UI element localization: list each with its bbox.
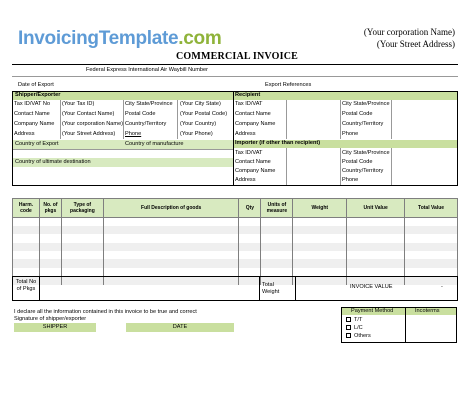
recipient-address-label: Address — [235, 131, 256, 137]
table-row[interactable] — [13, 243, 458, 251]
invoice-value: - — [441, 284, 443, 290]
shipper-tax-value[interactable]: (Your Tax ID) — [62, 101, 95, 107]
shipper-country-label: Country/Territory — [125, 121, 167, 127]
shipper-company-label: Company Name — [14, 121, 55, 127]
corporation-address: (Your Street Address) — [376, 39, 455, 49]
date-of-export-label: Date of Export — [18, 82, 54, 88]
waybill-label: Federal Express International Air Waybill Number — [86, 67, 208, 73]
col-qty: Qty — [239, 199, 261, 218]
shipper-phone-label: Phone — [125, 131, 142, 137]
declaration-text: I declare all the information contained in this invoice to be true and correct — [14, 309, 197, 315]
recipient-company-label: Company Name — [235, 121, 276, 127]
checkbox[interactable] — [346, 333, 351, 338]
col-total-value: Total Value — [405, 199, 458, 218]
shipper-country-value[interactable]: (Your Country) — [180, 121, 217, 127]
total-weight-label: Total Weight — [262, 282, 280, 295]
items-header-row — [13, 199, 458, 218]
table-row[interactable] — [13, 259, 458, 267]
divider — [13, 149, 233, 150]
shipper-address-label: Address — [14, 131, 35, 137]
items-table — [12, 198, 458, 285]
payment-method-label: Payment Method — [351, 308, 394, 314]
col-line — [340, 100, 341, 139]
recipient-postal-label: Postal Code — [342, 111, 373, 117]
country-of-destination-label: Country of ultimate destination — [15, 159, 91, 165]
col-packaging: Type of packaging — [61, 199, 103, 218]
col-unit-value: Unit Value — [347, 199, 405, 218]
signature-label: Signature of shipper/exporter — [14, 316, 87, 322]
shipper-tax-label: Tax ID/VAT No — [14, 101, 51, 107]
shipper-contact-value[interactable]: (Your Contact Name) — [62, 111, 115, 117]
shipper-sign-field[interactable]: SHIPPER — [14, 323, 96, 332]
site-logo: InvoicingTemplate.com — [18, 28, 222, 49]
recipient-tax-label: Tax ID/VAT — [235, 101, 263, 107]
col-line — [123, 100, 124, 139]
importer-company-label: Company Name — [235, 168, 276, 174]
importer-heading: Importer (if other than recipient) — [235, 140, 321, 146]
shipper-city-value[interactable]: (Your City State) — [180, 101, 221, 107]
table-row[interactable] — [13, 268, 458, 276]
col-line — [60, 100, 61, 139]
col-line — [405, 308, 406, 342]
corporation-name: (Your corporation Name) — [363, 27, 455, 37]
shipper-postal-label: Postal Code — [125, 111, 156, 117]
col-harm-code: Harm. code — [13, 199, 40, 218]
date-sign-field[interactable]: DATE — [126, 323, 234, 332]
table-row[interactable] — [13, 218, 458, 226]
payment-option-others[interactable]: Others — [346, 333, 371, 340]
col-description: Full Description of goods — [103, 199, 239, 218]
title-divider — [12, 64, 458, 65]
shipper-city-label: City State/Province — [125, 101, 173, 107]
col-line — [295, 276, 296, 301]
shipper-postal-value[interactable]: (Your Postal Code) — [180, 111, 228, 117]
recipient-phone-label: Phone — [342, 131, 359, 137]
country-of-export-label: Country of Export — [15, 141, 59, 147]
divider — [12, 76, 458, 77]
shipper-contact-label: Contact Name — [14, 111, 50, 117]
col-line — [391, 100, 392, 139]
incoterms-label: Incoterms — [415, 308, 440, 314]
importer-country-label: Country/Territory — [342, 168, 384, 174]
col-num-pkgs: No. of pkgs — [39, 199, 61, 218]
invoice-value-label: INVOICE VALUE — [350, 284, 393, 290]
export-references-label: Export References — [265, 82, 312, 88]
recipient-header — [234, 92, 457, 100]
recipient-contact-label: Contact Name — [235, 111, 271, 117]
page-title: COMMERCIAL INVOICE — [176, 51, 299, 62]
importer-phone-label: Phone — [342, 177, 359, 183]
table-row[interactable] — [13, 251, 458, 259]
importer-contact-label: Contact Name — [235, 159, 271, 165]
vertical-divider — [233, 92, 234, 185]
recipient-country-label: Country/Territory — [342, 121, 384, 127]
payment-option-lc[interactable]: L/C — [346, 325, 363, 332]
col-weight: Weight — [293, 199, 347, 218]
table-row[interactable] — [13, 234, 458, 242]
col-line — [340, 148, 341, 185]
checkbox[interactable] — [346, 317, 351, 322]
recipient-city-label: City State/Province — [342, 101, 390, 107]
importer-tax-label: Tax ID/VAT — [235, 150, 263, 156]
payment-option-tt[interactable]: T/T — [346, 317, 362, 324]
col-units: Units of measure — [261, 199, 293, 218]
shipper-company-value[interactable]: (Your corporation Name) — [62, 121, 124, 127]
importer-postal-label: Postal Code — [342, 159, 373, 165]
shipper-address-value[interactable]: (Your Street Address) — [62, 131, 116, 137]
col-line — [177, 100, 178, 139]
importer-address-label: Address — [235, 177, 256, 183]
col-line — [286, 148, 287, 185]
table-row[interactable] — [13, 226, 458, 234]
shipper-heading: Shipper/Exporter — [15, 92, 61, 98]
checkbox[interactable] — [346, 325, 351, 330]
col-line — [39, 276, 40, 301]
shipper-phone-value[interactable]: (Your Phone) — [180, 131, 213, 137]
col-line — [259, 276, 260, 301]
col-line — [286, 100, 287, 139]
country-of-manufacture-label: Country of manufacture — [125, 141, 184, 147]
recipient-heading: Recipient — [235, 92, 261, 98]
total-pkgs-label: Total No of Pkgs — [15, 279, 37, 292]
importer-city-label: City State/Province — [342, 150, 390, 156]
col-line — [391, 148, 392, 185]
